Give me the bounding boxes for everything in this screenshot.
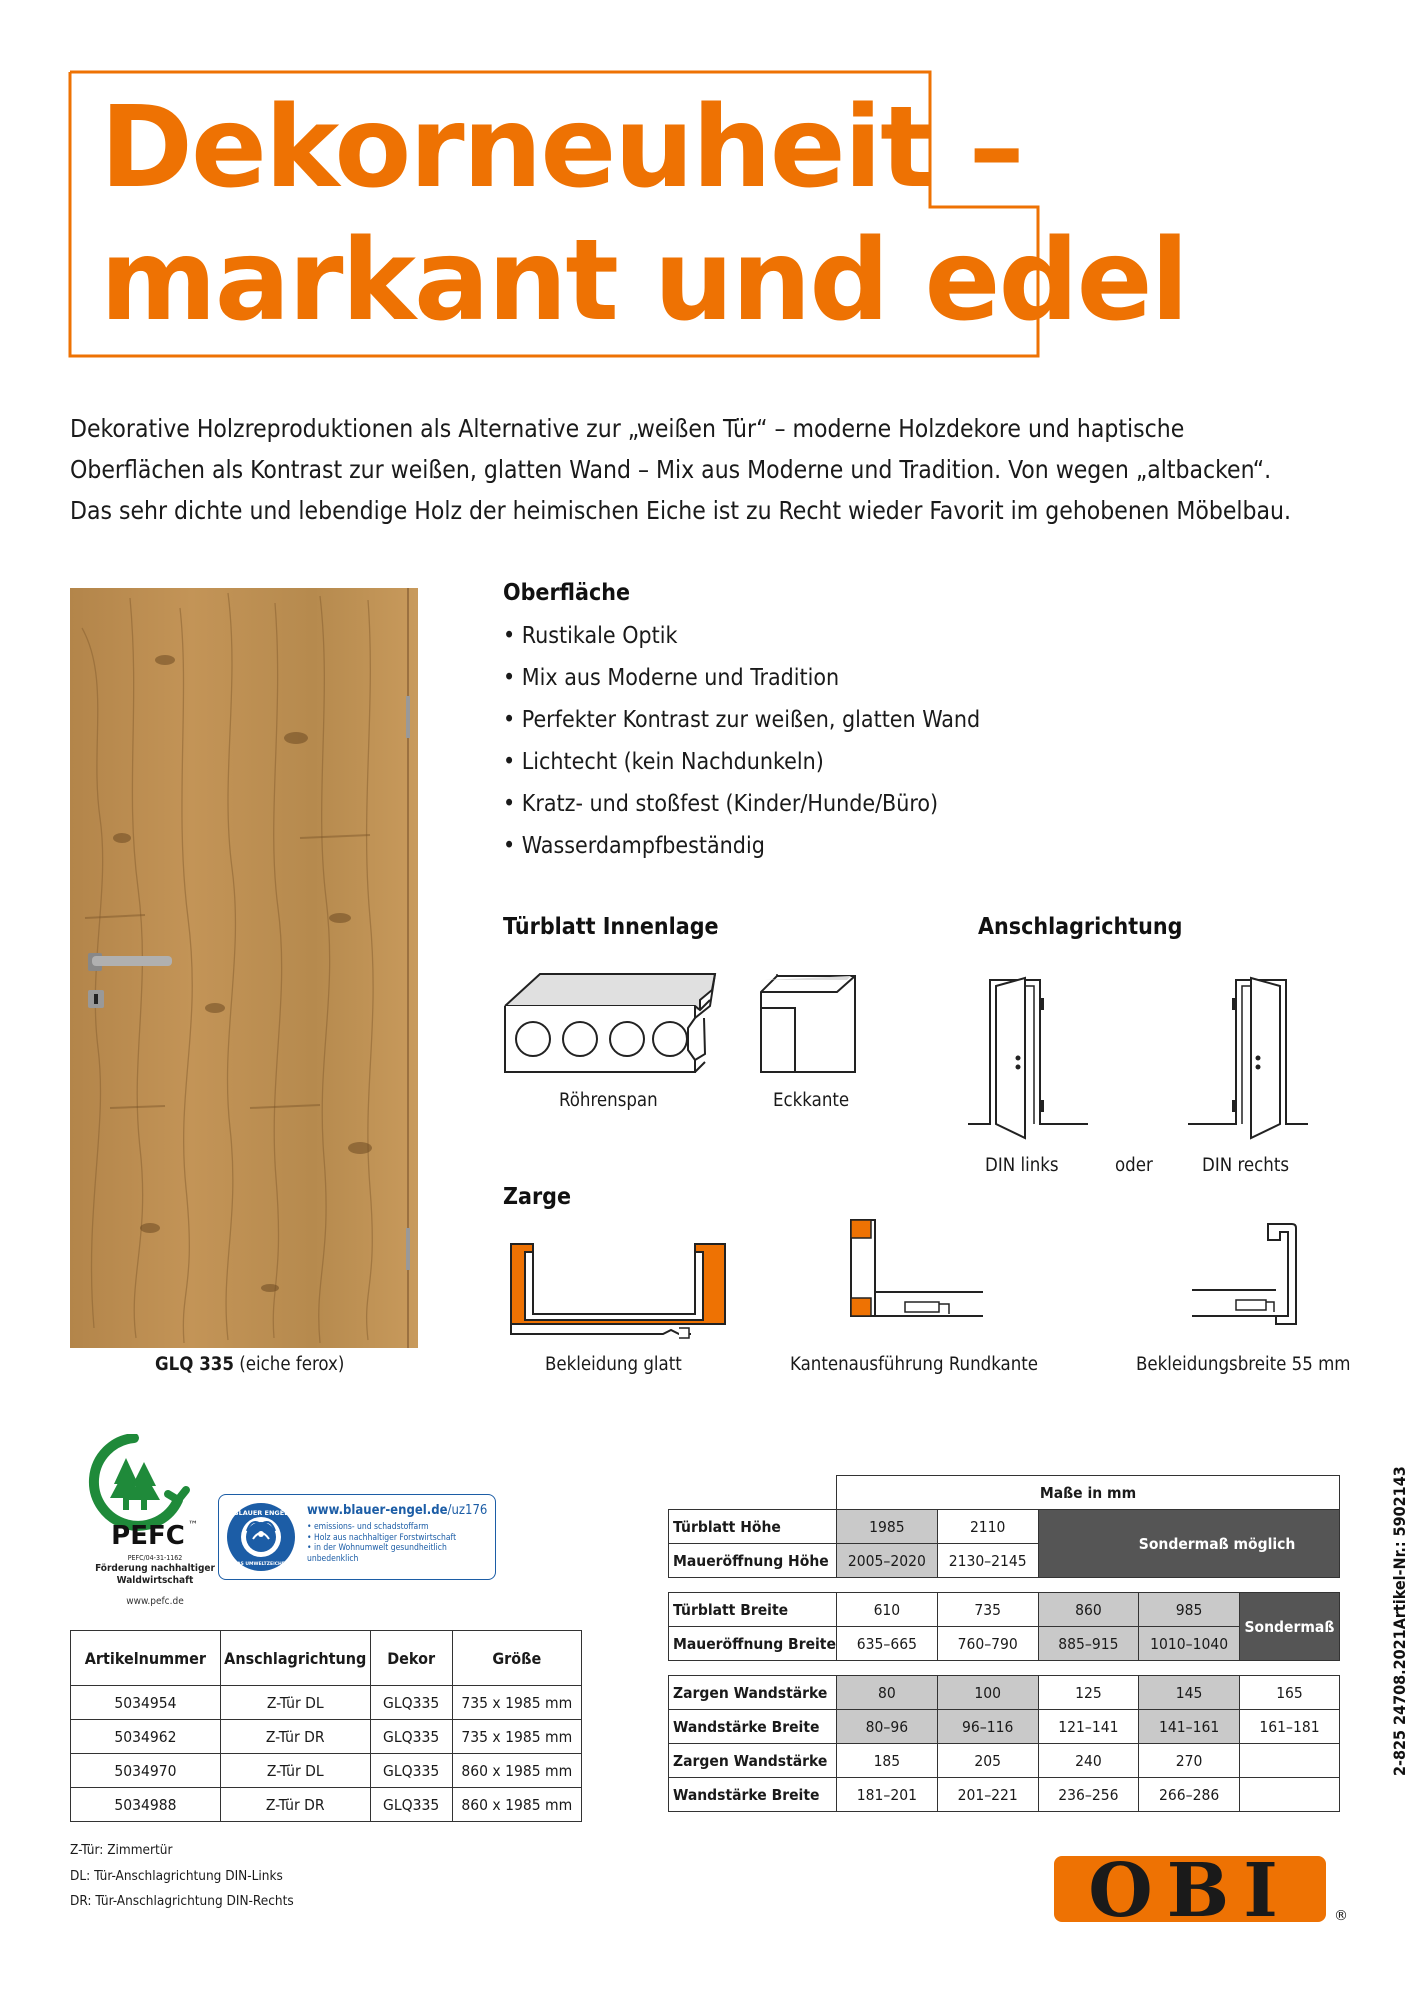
cell: 1010–1040 <box>1139 1627 1240 1661</box>
blauer-engel-url-main: www.blauer-engel.de <box>307 1503 448 1518</box>
feature-item: • Wasserdampfbeständig <box>503 832 980 874</box>
door-decor: (eiche ferox) <box>239 1354 345 1375</box>
side-article-info <box>1390 1466 1409 1776</box>
din-links-label: DIN links <box>985 1155 1059 1176</box>
intro-line-2: Oberflächen als Kontrast zur weißen, glatten Wand – Mix aus Moderne und Tradition. Von wegen „altbacken“. <box>70 455 1272 484</box>
cell: 610 <box>836 1593 937 1627</box>
cell: GLQ335 <box>370 1720 452 1754</box>
sondermass-badge <box>1240 1593 1402 1661</box>
obi-logo <box>1052 1852 1348 1926</box>
blauer-engel-ring-bottom: DAS UMWELTZEICHEN <box>233 1562 289 1567</box>
eckkante-diagram <box>757 972 857 1076</box>
cell: 161–181 <box>1240 1710 1340 1744</box>
cell: Z-Tür DL <box>220 1754 370 1788</box>
table-row <box>669 1710 1340 1744</box>
oder-label: oder <box>1115 1155 1153 1176</box>
footnote: Z-Tür: Zimmertür <box>70 1842 173 1858</box>
footnotes <box>70 1838 294 1915</box>
spacer <box>669 1661 1340 1676</box>
table-row <box>669 1778 1340 1812</box>
blauer-engel-ring-text: BLAUER ENGEL <box>233 1509 289 1517</box>
feature-item: • Kratz- und stoßfest (Kinder/Hunde/Büro) <box>503 790 980 832</box>
din-rechts-diagram <box>1188 972 1312 1142</box>
blauer-engel-point: • emissions- und schadstoffarm <box>307 1522 492 1533</box>
masse-header: Maße in mm <box>836 1476 1339 1510</box>
cell: 80 <box>836 1676 937 1710</box>
din-rechts-label: DIN rechts <box>1202 1155 1290 1176</box>
cell: 80–96 <box>836 1710 937 1744</box>
cell-empty <box>1240 1744 1340 1778</box>
row-label: Maueröffnung Höhe <box>669 1544 837 1578</box>
row-label: Türblatt Breite <box>669 1593 837 1627</box>
blauer-engel-url <box>307 1503 487 1518</box>
feature-item: • Rustikale Optik <box>503 622 980 664</box>
cell: 240 <box>1038 1744 1139 1778</box>
roehrenspan-label: Röhrenspan <box>559 1090 658 1111</box>
cell: 1985 <box>836 1510 937 1544</box>
table-header-row <box>71 1631 582 1686</box>
cell: 2005–2020 <box>836 1544 937 1578</box>
cell: 5034962 <box>71 1720 221 1754</box>
cell: 860 <box>1038 1593 1139 1627</box>
cell: 181–201 <box>836 1778 937 1812</box>
spacer-row <box>669 1661 1340 1676</box>
cell: 236–256 <box>1038 1778 1139 1812</box>
zarge-glatt-diagram <box>503 1234 733 1344</box>
headline-line-1: Dekorneuheit – <box>100 83 1023 213</box>
cell: Z-Tür DL <box>220 1686 370 1720</box>
blauer-engel-points <box>307 1522 492 1564</box>
cell: 165 <box>1240 1676 1340 1710</box>
cell: 735 <box>937 1593 1038 1627</box>
din-links-diagram <box>968 972 1092 1142</box>
cell: 735 x 1985 mm <box>452 1720 581 1754</box>
cell-empty <box>1240 1778 1340 1812</box>
cell: 860 x 1985 mm <box>452 1754 581 1788</box>
cell: 100 <box>937 1676 1038 1710</box>
cell: 635–665 <box>836 1627 937 1661</box>
table-row <box>669 1744 1340 1778</box>
row-label: Wandstärke Breite <box>669 1778 837 1812</box>
table-row <box>669 1476 1340 1510</box>
table-row <box>71 1754 582 1788</box>
feature-list <box>503 622 980 874</box>
sondermass-badge <box>1038 1510 1339 1578</box>
oberflaeche-title: Oberfläche <box>503 580 630 606</box>
row-label: Zargen Wandstärke <box>669 1744 837 1778</box>
row-label: Zargen Wandstärke <box>669 1676 837 1710</box>
door-model: GLQ 335 <box>155 1354 234 1375</box>
cell: 2130–2145 <box>937 1544 1038 1578</box>
cell-empty <box>669 1476 837 1510</box>
cell: Z-Tür DR <box>220 1720 370 1754</box>
cell: 760–790 <box>937 1627 1038 1661</box>
header-dekor: Dekor <box>370 1631 452 1686</box>
table-row <box>71 1720 582 1754</box>
zarge-rundkante-label: Kantenausführung Rundkante <box>790 1354 1039 1375</box>
pefc-logo <box>70 1434 240 1550</box>
obi-registered: ® <box>1334 1908 1348 1924</box>
intro-line-1: Dekorative Holzreproduktionen als Alternative zur „weißen Tür“ – moderne Holzdekore und haptische <box>70 414 1185 443</box>
blauer-engel-url-suffix: /uz176 <box>447 1503 488 1518</box>
table-row <box>669 1593 1340 1627</box>
blauer-engel-emblem <box>225 1501 297 1573</box>
obi-wordmark: OBI <box>1088 1852 1292 1926</box>
cell: 5034970 <box>71 1754 221 1788</box>
header-groesse: Größe <box>452 1631 581 1686</box>
spacer <box>669 1578 1340 1593</box>
cell: 141–161 <box>1139 1710 1240 1744</box>
cell: 885–915 <box>1038 1627 1139 1661</box>
table-row <box>669 1510 1340 1544</box>
cell: 5034988 <box>71 1788 221 1822</box>
cell: GLQ335 <box>370 1754 452 1788</box>
cell: 145 <box>1139 1676 1240 1710</box>
zarge-glatt-label: Bekleidung glatt <box>545 1354 682 1375</box>
side-article: Artikel-Nr.: 5902143 <box>1390 1466 1409 1630</box>
anschlag-title: Anschlagrichtung <box>978 914 1183 940</box>
door-caption <box>155 1354 344 1375</box>
zarge-rundkante-diagram <box>845 1216 985 1326</box>
zarge-bekleidung-diagram <box>1188 1220 1318 1330</box>
intro-text <box>70 408 1360 531</box>
sondermass-text: Sondermaß möglich <box>1244 1617 1402 1636</box>
row-label: Türblatt Höhe <box>669 1510 837 1544</box>
feature-item: • Mix aus Moderne und Tradition <box>503 664 980 706</box>
zarge-bekleidung-label: Bekleidungsbreite 55 mm <box>1136 1354 1351 1375</box>
pefc-caption-1: Förderung nachhaltiger <box>95 1563 215 1574</box>
cell: GLQ335 <box>370 1788 452 1822</box>
cell: 185 <box>836 1744 937 1778</box>
table-row <box>71 1788 582 1822</box>
cell: 266–286 <box>1139 1778 1240 1812</box>
cell: Z-Tür DR <box>220 1788 370 1822</box>
feature-item: • Lichtecht (kein Nachdunkeln) <box>503 748 980 790</box>
pefc-tm: ™ <box>188 1520 198 1531</box>
table-row <box>71 1686 582 1720</box>
row-label: Maueröffnung Breite <box>669 1627 837 1661</box>
spacer-row <box>669 1578 1340 1593</box>
blauer-engel-logo <box>218 1494 496 1580</box>
feature-item: • Perfekter Kontrast zur weißen, glatten Wand <box>503 706 980 748</box>
header-anschlagrichtung: Anschlagrichtung <box>220 1631 370 1686</box>
pefc-caption-2: Waldwirtschaft <box>116 1575 194 1586</box>
cell: 201–221 <box>937 1778 1038 1812</box>
headline-line-2: markant und edel <box>100 216 1187 346</box>
footnote: DR: Tür-Anschlagrichtung DIN-Rechts <box>70 1893 294 1909</box>
pefc-url: www.pefc.de <box>126 1596 184 1607</box>
cell: 121–141 <box>1038 1710 1139 1744</box>
cell: 5034954 <box>71 1686 221 1720</box>
blauer-engel-point: • in der Wohnumwelt gesundheitlich unbedenklich <box>307 1543 492 1564</box>
roehrenspan-diagram <box>500 970 720 1082</box>
side-date: 08.2021 <box>1390 1629 1409 1695</box>
cell: 270 <box>1139 1744 1240 1778</box>
side-code: 2-825 247 <box>1390 1694 1409 1776</box>
cell: 2110 <box>937 1510 1038 1544</box>
pefc-code: PEFC/04-31-1162 <box>127 1554 183 1562</box>
intro-line-3: Das sehr dichte und lebendige Holz der heimischen Eiche ist zu Recht wieder Favorit im gehobenen Möbelbau. <box>70 496 1292 525</box>
header-artikelnummer: Artikelnummer <box>71 1631 221 1686</box>
table-row <box>669 1627 1340 1661</box>
cell: 860 x 1985 mm <box>452 1788 581 1822</box>
cell: 205 <box>937 1744 1038 1778</box>
footnote: DL: Tür-Anschlagrichtung DIN-Links <box>70 1867 283 1884</box>
zarge-title: Zarge <box>503 1184 572 1210</box>
cell: GLQ335 <box>370 1686 452 1720</box>
cell: 985 <box>1139 1593 1240 1627</box>
eckkante-label: Eckkante <box>773 1090 850 1111</box>
cell: 735 x 1985 mm <box>452 1686 581 1720</box>
row-label: Wandstärke Breite <box>669 1710 837 1744</box>
blauer-engel-point: • Holz aus nachhaltiger Forstwirtschaft <box>307 1533 492 1544</box>
sondermass-text: Sondermaß möglich <box>1138 1534 1296 1553</box>
pefc-wordmark: PEFC <box>111 1521 185 1550</box>
tuerblatt-title: Türblatt Innenlage <box>503 914 719 940</box>
cell: 125 <box>1038 1676 1139 1710</box>
article-table <box>70 1630 582 1822</box>
table-row <box>669 1676 1340 1710</box>
door-image <box>70 588 418 1348</box>
cell: 96–116 <box>937 1710 1038 1744</box>
